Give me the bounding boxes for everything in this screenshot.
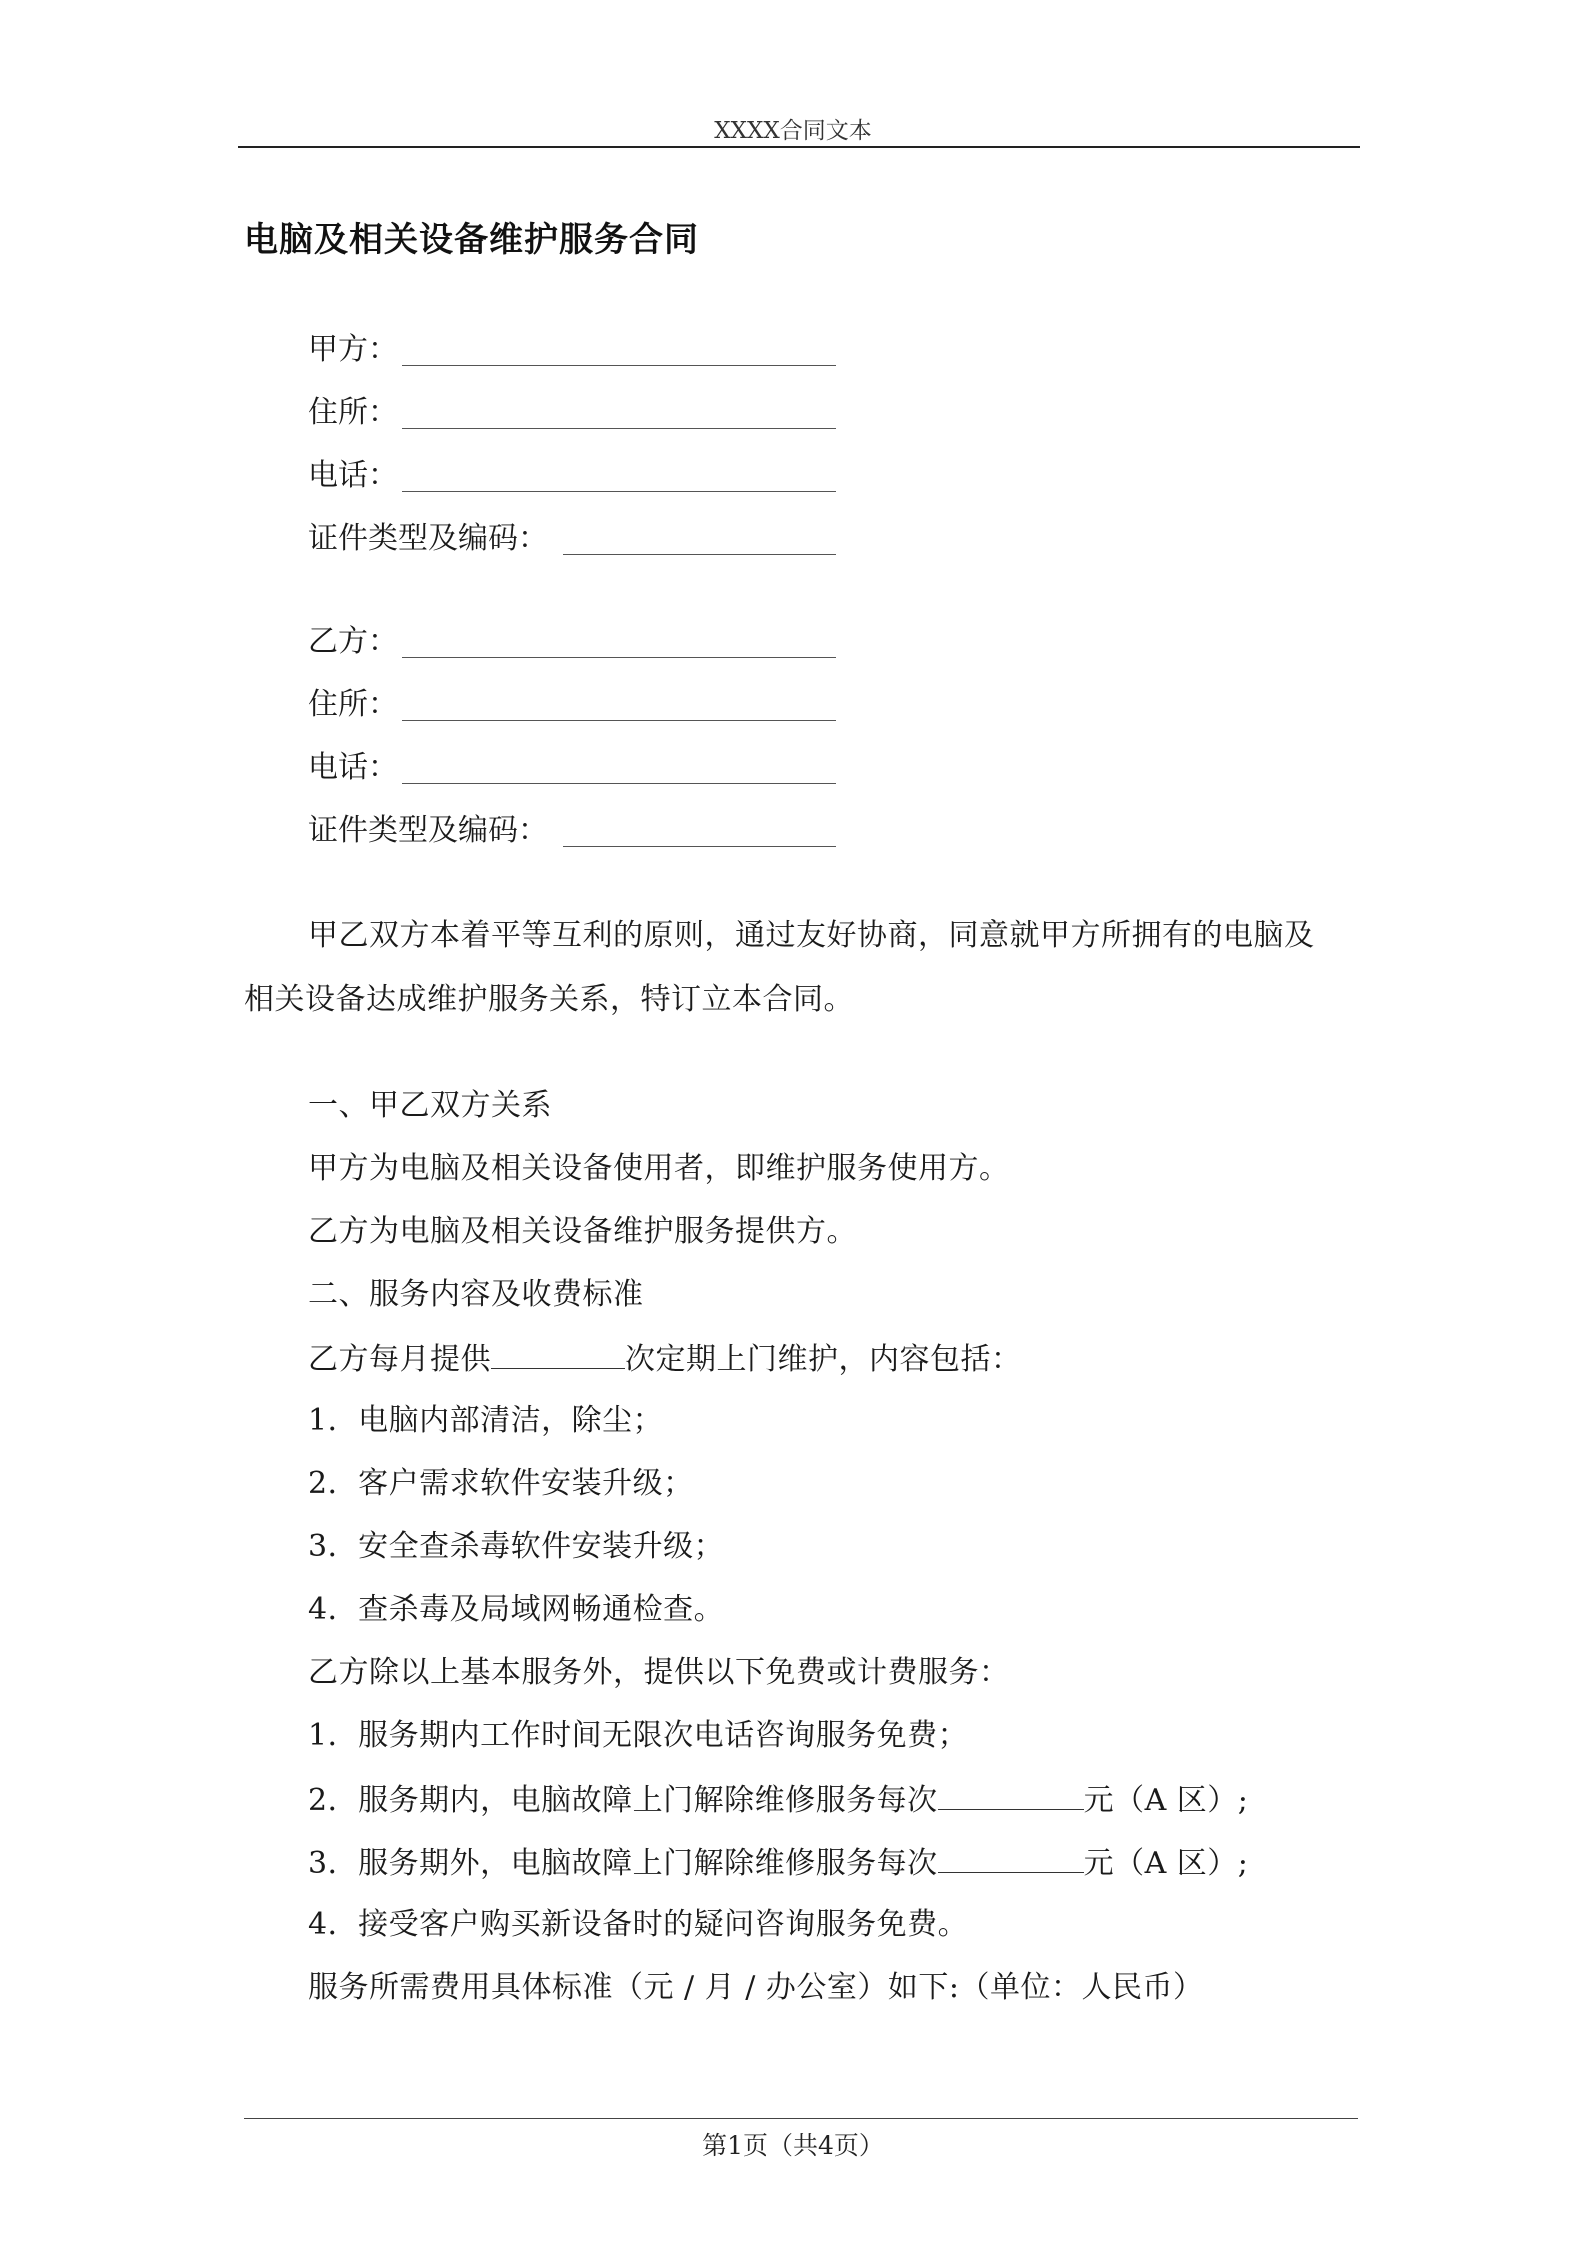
party-b-phone-field[interactable]: [402, 783, 836, 784]
party-b-id-field[interactable]: [563, 846, 836, 847]
party-b-name-label: 乙方：: [308, 624, 398, 659]
monthly-visit-text-after: 次定期上门维护，内容包括：: [625, 1342, 1022, 1377]
page-number: 第1页（共4页）: [702, 2131, 884, 2160]
party-b-id-label: 证件类型及编码：: [308, 813, 548, 848]
party-b-phone-label: 电话：: [308, 750, 398, 785]
document-title: 电脑及相关设备维护服务合同: [244, 220, 699, 260]
preamble-line-1: 甲乙双方本着平等互利的原则，通过友好协商，同意就甲方所拥有的电脑及: [308, 918, 1315, 953]
extra-item-2-text-before: 2．服务期内，电脑故障上门解除维修服务每次: [308, 1783, 938, 1818]
extra-item-2: [308, 1779, 1248, 1821]
extra-item-3: [308, 1842, 1248, 1884]
extra-item-2-text-after: 元（A 区）;: [1083, 1783, 1249, 1818]
extra-services-intro: 乙方除以上基本服务外，提供以下免费或计费服务：: [308, 1655, 1010, 1690]
party-b-address-label: 住所：: [308, 687, 398, 722]
section-1-heading: 一、甲乙双方关系: [308, 1088, 552, 1123]
section-1-line-2: 乙方为电脑及相关设备维护服务提供方。: [308, 1214, 857, 1249]
section-1-line-1: 甲方为电脑及相关设备使用者，即维护服务使用方。: [308, 1151, 1010, 1186]
basic-item-1: 1．电脑内部清洁，除尘；: [308, 1403, 664, 1438]
extra-item-4: 4．接受客户购买新设备时的疑问咨询服务免费。: [308, 1907, 969, 1942]
extra-item-3-text-before: 3．服务期外，电脑故障上门解除维修服务每次: [308, 1846, 938, 1881]
party-a-name-field[interactable]: [402, 365, 836, 366]
monthly-visit-text-before: 乙方每月提供: [308, 1342, 491, 1377]
party-a-address-label: 住所：: [308, 395, 398, 430]
party-a-phone-label: 电话：: [308, 458, 398, 493]
footer-divider: [244, 2118, 1358, 2119]
monthly-visit-line: [308, 1338, 1022, 1380]
party-a-id-label: 证件类型及编码：: [308, 521, 548, 556]
extra-item-1: 1．服务期内工作时间无限次电话咨询服务免费；: [308, 1718, 969, 1753]
page-header: XXXX合同文本: [714, 118, 872, 144]
out-period-fee-field[interactable]: [938, 1842, 1084, 1873]
party-b-address-field[interactable]: [402, 720, 836, 721]
monthly-visit-count-field[interactable]: [491, 1338, 625, 1369]
extra-item-3-text-after: 元（A 区）;: [1083, 1846, 1249, 1881]
basic-item-2: 2．客户需求软件安装升级；: [308, 1466, 694, 1501]
preamble-line-2: 相关设备达成维护服务关系，特订立本合同。: [244, 982, 854, 1017]
party-a-id-field[interactable]: [563, 554, 836, 555]
party-b-name-field[interactable]: [402, 657, 836, 658]
basic-item-3: 3．安全查杀毒软件安装升级；: [308, 1529, 725, 1564]
basic-item-4: 4．查杀毒及局域网畅通检查。: [308, 1592, 725, 1627]
party-a-name-label: 甲方：: [308, 332, 398, 367]
section-2-heading: 二、服务内容及收费标准: [308, 1277, 644, 1312]
party-a-phone-field[interactable]: [402, 491, 836, 492]
party-a-address-field[interactable]: [402, 428, 836, 429]
fee-standard-line: 服务所需费用具体标准（元 / 月 / 办公室）如下:（单位：人民币）: [308, 1970, 1204, 2005]
in-period-fee-field[interactable]: [938, 1779, 1084, 1810]
header-divider: [238, 146, 1360, 148]
